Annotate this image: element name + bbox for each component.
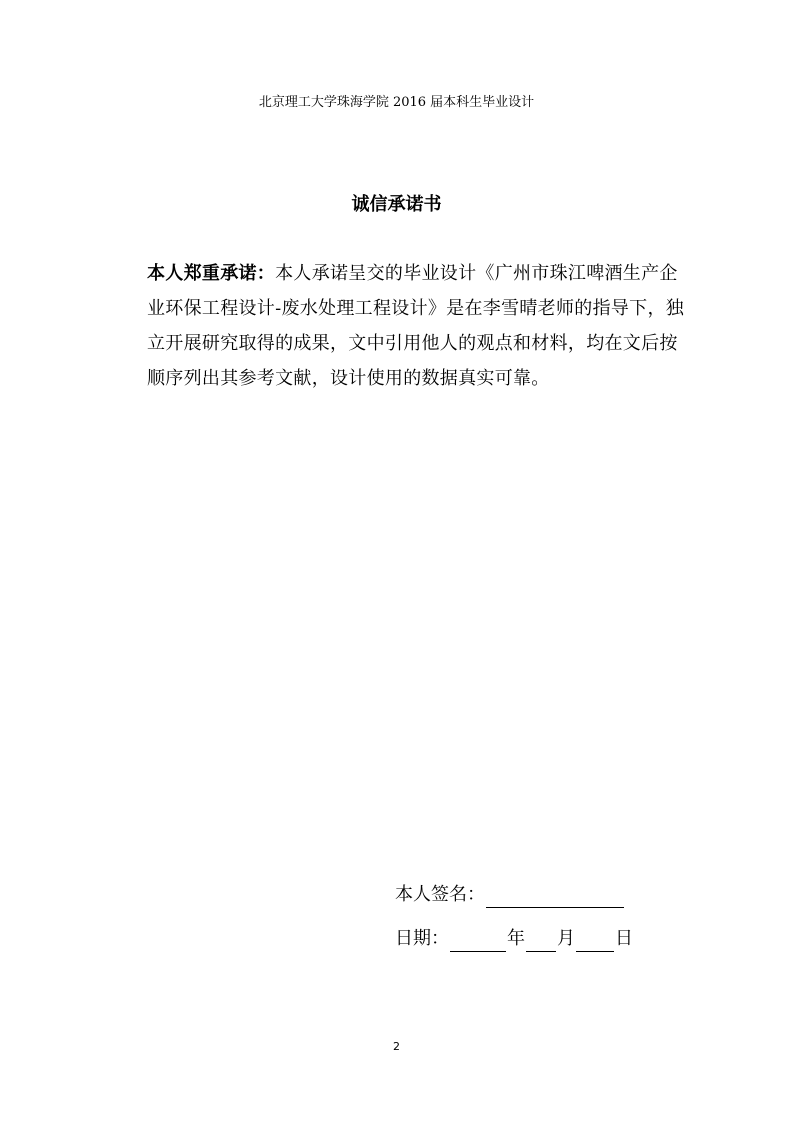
pledge-paragraph (147, 256, 695, 396)
day-label: 日 (615, 928, 633, 949)
year-blank (450, 929, 506, 952)
signature-row (395, 882, 625, 908)
month-label: 月 (557, 928, 575, 949)
signature-blank (486, 885, 624, 908)
pledge-body: 本人承诺呈交的毕业设计《广州市珠江啤酒生产企业环保工程设计-废水处理工程设计》是在李雪晴老师的指导下，独立开展研究取得的成果，文中引用他人的观点和材料，均在文后按顺序列出其参考文献，设计使用的数据真实可靠。 (147, 263, 685, 389)
page-header: 北京理工大学珠海学院 2016 届本科生毕业设计 (258, 95, 535, 110)
document-title: 诚信承诺书 (351, 194, 442, 215)
day-blank (576, 929, 614, 952)
page-number: 2 (393, 1040, 400, 1053)
month-blank (526, 929, 556, 952)
signature-label: 本人签名： (395, 884, 485, 905)
date-row (395, 926, 633, 952)
year-label: 年 (507, 928, 525, 949)
pledge-lead: 本人郑重承诺： (147, 263, 276, 284)
date-label: 日期： (395, 928, 449, 949)
